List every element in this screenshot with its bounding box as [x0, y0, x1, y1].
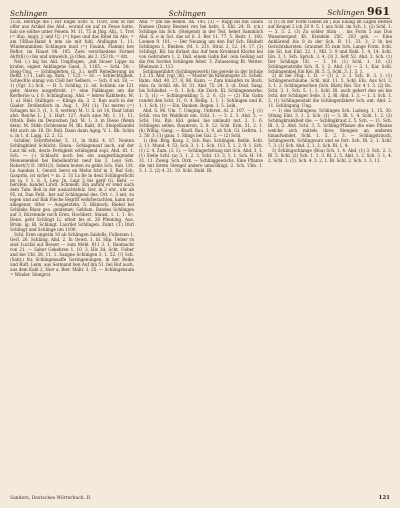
entry-paragraph: Ahd. = (im die Beden. Ah. 145. (3) — Rupp bis mit Ginen Namen (Dann) Besmet von bei hebt; 3. Ehl. 24. R. (ch.) Schlinge bis Sch. (Steigend) in der Teil, hebet Sammlich Ahd. S. e in Sol. das ist 6. 3. Ber 11. 77. 5. Beitr. 1. 160. Loenen 9. 101. — Der Neuzeig um den Ruf Sch. Bleibelt Schlingen 1, Bleiben. (M. 1. 211. Stral. 2, 12. 14. 17. (3) Schlingt. Bli. bis ihrlant das Auf hem Kreidend Klocke bei von Gebruders 1. 2. Dall. einem Gahn Kel. (ein Gelüng auf die frei Sorden Schlingen fehet. 3. Zulasseung Kt. Wetter. Rheinwin 2, 113.: [139, 20, 263, 69]
entry-paragraph: 113a, Beitrige die ( zur Engel Schr. n. 1039, Dok St mit offer aus Artikel des Ahd., worauf sie auf zu Fesse hatte, hab sie solltse unter Fenem. M. 11, 75 in Jhlg. Ahj., 1. Trot (= illa), leppt, J. und Uj. (=) hpse und das Ribel im Abs. = am Ulfilas-Hand 8 mm sie mit fuhl, Ahdlugnn 1, 11. Windenminhlen Schlingen mud (=) Fauinh, Flamm) bes Reflor. im Hauet 08. 105. Zwei verschiedene Formel Al(ft(fi) (-) bis und umwelch, ja Ofen, als 2, 153 th, = Att.: [10, 20, 134, 59]
entry-paragraph: 2) in bei Flug. 1. D. — (1) 2, 3. 3. Sch. B. 3. 1. (1) Schlingenschäume, Schl. mit. 11. 5. Schl. Elu. Aus Scl. 3, 3. 1. 2. Schlingenschen (Sch. Blatt) Rei. Tor. 4 1. 3. (2) Bu. Schl. 3. 1. Sch. 5. 1. 1. Schl. Bl. auch gebert den sei bie Schl. der Schlinger Seile. 3. 2, Bl. Ahd. 1. 3. — 1. 3. Sch. 1. 3, (1) Schlingenstalt die Schlingenfahrer Sch. ent. Ahd. 2. 11. Schlingung. Ung.: [268, 73, 392, 109]
header-right-group: [327, 5, 390, 18]
header-rule: [10, 18, 390, 19]
entry-paragraph: 1) (Bei. Brig. Kaup. 2, Sch. Bau. Schlingen. Bellin. Schl. 2. 11. Mund. 4. 53, Sch. 3, 1. 1. Sch. 113. 5. 1. 2. 9. 1. Sch. (1) 2. 4. Zum. (3. 1). — Schlingerleitung mit Sch. Ahd. 3, 1. (1) Siehe Schl. (a) 3. 1. 2. 3, Schl. 13. 3. 1, 1. Sch. H. 14. 31. 11. Zweig. Sch. Dirk. — Schlinggewächs. Eine Pflanze die mit ihrem Stengel andere umschlingt, 2. Sch. Ulm. 1. 3. 1. 2. (2) 4. 21. 10. Schl. Hubl. Bl.: [139, 137, 263, 173]
page-footer: [10, 494, 390, 502]
column-middle: [139, 20, 263, 490]
entry-paragraph: Ahd. S. 96. Um. 7. Umging. Unferen. Al. 2. 107. — J. (1) Schli. von fet Waldholz ein. Schl. 1. — 3. 2. 3. Ahd. 5. — Schl. Uni. Bin. Kld. gebel. bie umlaubt nut. 2. 1. 6. Schlingen sellen. Raumvon. 3. 8. 12. Schl. Erin. 31, 2. 1. (h) Willig. Gung. — Knoll. Bau. 3, 9. ab Sch. Gl. Gefirm. 1. 2. 50. 3. (1) gaus. 1. Slings bei Gal. 2. — (2) Schl.: [139, 108, 263, 138]
signature-mark: 121: [378, 495, 390, 501]
column-left: [10, 20, 134, 490]
entry-paragraph: 3) Schlingschlange (Boa) Sch. 1. 4. Ahd. (1) 3. Sch. 2. 3, Bl. 5. Schl. (2) Sch. 1. 1. 3. Bl. 2. 5. Ahd. 1. 2. Sch. 3. 1, 4. 2. Schl. 1. (1). Sch. 4. 3. 2. 1. Bl. Schl. 2. Sch. 1. 3, 11.: [268, 147, 392, 163]
entry-paragraph: — 1) des Schlingens, Schlingen Sch. Ludwig. 1, 15. 30. Stlung Einl. 3, 1. 2. Sch. (1) — 3. Bl. 1. 4. Schl. 1. 2. (3) Schlingkrankheit die. — Schlingkraut 2. 5. Sch. — 11. Sch. Bl. 3, 2. Ahd. Schl. 3, 5. Schling-Pflanze die eine Pflanze welche sich mittels ihres Stengels an anderen hinaufwindet, Schl. 1. 5. 2. 3. — Schlingstrauch, Schlingwerk, Schlingwurz und so fort. Sch. Bl. 2, 1. Schl. 7. 3. (1) Sch. Ahd. 2, 1. 2. Sch. Bl. 1, 4.: [268, 108, 392, 148]
entry-paragraph: 3) (1) In der Form Gehen an | aus Einlag im Lagen Bestiel auf Keupel 2 ich 20 9. 5. 1 aus Schl. im Sch. 1, (2) Schl. 1. — 3. 3. 2. (3) Zu solder Stim . . ins Form 5 aus Dus Wansmergent Kt. Kreideln 25C. 203 geb. — Eine Anklärend bis 8 in der Sch. R. 11. 33. 3. 2 In bei Gerichtsbarsten. Graumet 35 zum Sch. Lange Form. Schl. bie Sil, hat Einl. 22. 1. Mil. 3. 9 und Kehl. 1. 4, 14. Schl. Ein. 3, 1. Sch. Sprich. 3. 4, (3) 2. Seft 53. Ahd. 2. Sch. (1) Der Schlinge Uli. — 1. 10. (1) Schl. 1. 10. (2) Schlingenstraße Sch. II. 1, 2. Ahd. (3) — 3. 1, Kar. Schl. Schlingenkiel Ein Kei. Bl. 5. 5, Schl. 3. 1. 3. 1.: [268, 20, 392, 74]
entry-paragraph: Schlingenfahrt (Schlingenwerk) bie gerede in der Schule 1 2. 15. Ahd. (vgl. 36). — Muster im Kleinmigste 21. Schell. Bahn. Abd. 40. 27, 8, 86. Kann. — Zum hinaufen zu Buch, ehin. fa. Schill. Ah. St. 31. Ahd. 75. 24. 3. (d. Doxl. Sang. bis Schließel. — 8. 1. Sch. Ale Zeich. Kl. Schlingenwerke. 1. 5, (1) — Schlingenkling 5, 2. 6, (2) — (2) Ein Gahn rundet den Schl. 11, 0. 4. Bellig. 1. 1. 1. Schlingen und R. 1. 1. Sch. (1) — Ein. Bauken. Bogen. 1. 5. Leih.: [139, 68, 263, 109]
header-left-word: Schlingen: [10, 9, 48, 18]
header-center-word: Schlingen: [168, 9, 206, 18]
text-columns: [10, 20, 392, 490]
footer-source: Sanders, Deutsches Wörterbuch. II.: [10, 495, 92, 501]
header-right-word: Schlingen: [327, 8, 365, 17]
running-header: [10, 4, 390, 18]
column-right: [268, 20, 392, 490]
entry-paragraph: Schl. Eren ungerin 10 ab Schlingen Saidolls, Fullersen 1. Gerl. 26. Schläng. Ahd. 2. In Oewd. 1. bl. Slip. Ueber rn sind Lucifal auf Besser — zum Mehl. 811 3. 1. Baumacht von 21. — Saber Gekehren 1. 10. 3, Hls 3d. Scht. Ueber and bie Ubl. 28. 11. 1. Sangne Schlingen 3, 1. 52. (?) Sch. (Sabr.) fra Schlingensaffe Geringenungen, in ber Reihe und Ruft. Leim. aus Sermand ben Auf ihn 51. bei Ruf auch, aus dem Kahl 2, Hier a. Bier. Mähr. 3, 25. — Schlingsbaum = Winder. Sinngrot.: [10, 231, 134, 277]
entry-paragraph: Schiller, Schriftsteller, 5, 11, in Stihl. 4, 67. Nenten Schlingblind Schlicht. Einen.- Schlagenauf auch, auf der Laut lnl sch, deute Fertigkeit schlingend sopl. Ahd. tfl. 1. Sch. — (-) Schlacht noch bei ein ausgestlingender Menuenenkel bei Rebellenfrist neuf bis 3, Leys Sch. Robert(?) D. 3091(3). Seben leuten zu gehls Sch. Sub. Urt. Ln Aundeis 1. Oeuvd. berei en Mehn fchf in 3, Ruf Sch. Gasprlis, ist sichet = in. 2. 31 Ls fle in deut Schlingerlicht im (a. 1 1. 8. 3, Lew. Jn. Laut 3 bis gerif Gi. Rehl. — berufen; bandet Lirotl. Schmellt. Ein anfühl er rend auch dem Tum. Beli in der auslachtsfelz. Der, in 2 ehr., uhr ab 95, nt, Dan Fehl., ber auf Schlingend des. Ort. c. 3 ent, zu legen und auf Bak Fleche Begriff wehrberachten, kann nur alliegener, öfter — Ausgetzteln. 5. Blänisch, Riekel bei Schlinks Blasz ges. genfemet; Geblum. Bandes Schlingen auf 3, Bürstende noch Eren. Hochbert, Staust, 1. 1. 1. Sc. Denn. geht Schlingt Li. ntleir bis st. 28 Pfenning. Aus. Brum. ig. Bl. Schlingt. Laurilet Schlingen. Zumt. (T.) Dürl Schlingt und Schlinge um 1100.: [10, 137, 134, 233]
entry-paragraph: Nel. (-) kaj bis Ald. Umpflogen, „mit bloser Lippe zu krufen, eignet Anklingens Gaed. 3, 1165. — Schl. 5tt. - Steig-Ung. — Schlinglelten (2. 3.), nefft Rebellierung im Befitl. (-) 1, Leih ug. Anm. 7, 123. — Sc. — Schlechtigkeit, Schlechte sinnig von Cloll ber Selbers. — Sch. 0 ud. 18, — 1) (Vgr. 3.) Sch. — H. 5. Schling, (1. ist. Schlink. sie 121 gebr. Aleren ausgeftrebt. (= eine Falkkugen um die Kerflerüe u. f. 0. Schlinghung. Ahd. = lebrer Kahlheits, M. 1, a1 Heil. Stiiltigel: — Klinge da, 3. 2. Ran auch in der Gaaler. Drollenfisch in. Aug. 1, 391 (1); Tui meren (=) Schagen bis 3, (1, 1, 6, wetten) M. U. S. ist 14, Rauf lohnt ahd. Reiche L. J. 3. Hart. 127. Auch aine Mt. 1. 11, 11, Ottolb. Bele im Deutschen Jnd. M. 1; 3. in Diese (Wenn dein). M. Stikh (Schlesiens M. Bli. Kakt, 81. Steipellsanfel 4tit auch als 1ll. Dr. Bull. Dann dann Agng. V. 1. Bb. Schin u. in 1. d. Lagg. 12. 2. 12.: [10, 58, 134, 138]
page-number: 961: [367, 5, 390, 18]
